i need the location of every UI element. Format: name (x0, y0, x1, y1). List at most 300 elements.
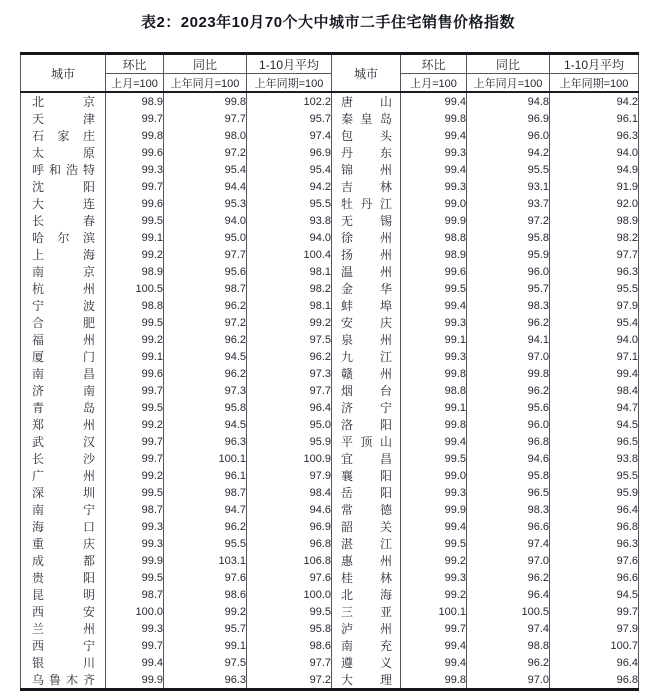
table-row (21, 144, 639, 161)
table-row (21, 501, 639, 518)
city-name: 安庆 (341, 316, 392, 330)
value-cell: 99.9 (401, 212, 467, 229)
value-cell: 97.0 (467, 348, 550, 365)
table-row (21, 92, 639, 110)
value-cell: 94.0 (247, 229, 332, 246)
city-name: 昆明 (32, 588, 95, 602)
value-cell: 100.1 (401, 603, 467, 620)
table-row (21, 280, 639, 297)
table-row (21, 229, 639, 246)
value-cell: 94.0 (164, 212, 247, 229)
city-cell (21, 263, 106, 280)
table-row (21, 365, 639, 382)
value-cell: 96.3 (550, 535, 639, 552)
city-cell (21, 416, 106, 433)
value-cell: 95.8 (467, 229, 550, 246)
city-cell (332, 92, 401, 110)
city-cell (332, 212, 401, 229)
value-cell: 94.0 (550, 331, 639, 348)
table-row (21, 127, 639, 144)
value-cell: 100.7 (550, 637, 639, 654)
value-cell: 98.7 (106, 586, 164, 603)
value-cell: 99.5 (106, 399, 164, 416)
value-cell: 96.3 (550, 127, 639, 144)
value-cell: 96.4 (550, 654, 639, 671)
value-cell: 95.7 (467, 280, 550, 297)
value-cell: 99.4 (106, 654, 164, 671)
value-cell: 98.4 (550, 382, 639, 399)
value-cell: 99.2 (106, 246, 164, 263)
value-cell: 98.2 (247, 280, 332, 297)
city-name: 合肥 (32, 316, 95, 330)
value-cell: 98.8 (401, 229, 467, 246)
value-cell: 99.8 (467, 365, 550, 382)
city-cell (332, 654, 401, 671)
city-cell (332, 484, 401, 501)
value-cell: 95.9 (247, 433, 332, 450)
table-row (21, 450, 639, 467)
value-cell: 99.7 (550, 603, 639, 620)
value-cell: 99.6 (106, 195, 164, 212)
value-cell: 97.0 (467, 552, 550, 569)
table-row (21, 110, 639, 127)
value-cell: 99.6 (401, 263, 467, 280)
city-name: 深圳 (32, 486, 95, 500)
city-cell (21, 450, 106, 467)
city-name: 丹东 (341, 146, 392, 160)
value-cell: 99.5 (401, 450, 467, 467)
table-row (21, 161, 639, 178)
city-name: 沈阳 (32, 180, 95, 194)
value-cell: 96.4 (467, 586, 550, 603)
city-name: 常德 (341, 503, 392, 517)
city-cell (21, 92, 106, 110)
city-name: 温州 (341, 265, 392, 279)
value-cell: 100.1 (164, 450, 247, 467)
value-cell: 96.5 (550, 433, 639, 450)
city-name: 上海 (32, 248, 95, 262)
value-cell: 97.7 (164, 110, 247, 127)
city-name: 遵义 (341, 656, 392, 670)
value-cell: 99.4 (401, 92, 467, 110)
value-cell: 99.4 (401, 637, 467, 654)
value-cell: 99.0 (401, 195, 467, 212)
header-yoy-right: 同比 (467, 54, 550, 74)
value-cell: 97.2 (164, 314, 247, 331)
city-cell (21, 348, 106, 365)
value-cell: 98.3 (467, 501, 550, 518)
value-cell: 95.8 (247, 620, 332, 637)
value-cell: 92.0 (550, 195, 639, 212)
header-yoy-left: 同比 (164, 54, 247, 74)
city-cell (332, 246, 401, 263)
city-name: 南昌 (32, 367, 95, 381)
city-name: 宜昌 (341, 452, 392, 466)
city-cell (21, 620, 106, 637)
city-cell (332, 433, 401, 450)
value-cell: 95.0 (164, 229, 247, 246)
city-name: 泸州 (341, 622, 392, 636)
table-row (21, 467, 639, 484)
value-cell: 98.7 (164, 280, 247, 297)
value-cell: 98.1 (247, 263, 332, 280)
value-cell: 102.2 (247, 92, 332, 110)
city-name: 南宁 (32, 503, 95, 517)
value-cell: 95.5 (247, 195, 332, 212)
value-cell: 96.2 (467, 314, 550, 331)
value-cell: 99.7 (106, 637, 164, 654)
header-row-top (21, 54, 639, 74)
city-name: 长沙 (32, 452, 95, 466)
city-name: 徐州 (341, 231, 392, 245)
value-cell: 99.2 (401, 586, 467, 603)
value-cell: 96.0 (467, 416, 550, 433)
city-name: 成都 (32, 554, 95, 568)
value-cell: 96.2 (247, 348, 332, 365)
value-cell: 97.1 (550, 348, 639, 365)
value-cell: 99.4 (550, 365, 639, 382)
value-cell: 94.2 (550, 92, 639, 110)
value-cell: 95.8 (164, 399, 247, 416)
value-cell: 95.8 (467, 467, 550, 484)
city-name: 锦州 (341, 163, 392, 177)
value-cell: 96.4 (247, 399, 332, 416)
value-cell: 95.6 (467, 399, 550, 416)
value-cell: 99.5 (106, 314, 164, 331)
header-row-sub (21, 74, 639, 93)
value-cell: 99.8 (106, 127, 164, 144)
value-cell: 99.7 (106, 433, 164, 450)
table-row (21, 603, 639, 620)
value-cell: 98.3 (467, 297, 550, 314)
value-cell: 99.1 (401, 331, 467, 348)
city-name: 襄阳 (341, 469, 392, 483)
value-cell: 97.5 (247, 331, 332, 348)
city-cell (21, 365, 106, 382)
city-cell (21, 535, 106, 552)
header-yoy-base-left: 上年同月=100 (164, 74, 247, 93)
value-cell: 97.3 (247, 365, 332, 382)
value-cell: 98.9 (401, 246, 467, 263)
value-cell: 98.1 (247, 297, 332, 314)
table-header (21, 54, 639, 93)
city-cell (332, 365, 401, 382)
value-cell: 96.3 (164, 671, 247, 690)
city-name: 重庆 (32, 537, 95, 551)
value-cell: 97.6 (164, 569, 247, 586)
value-cell: 96.8 (467, 433, 550, 450)
city-cell (332, 552, 401, 569)
value-cell: 99.8 (401, 416, 467, 433)
value-cell: 99.3 (401, 569, 467, 586)
city-name: 石家庄 (32, 129, 95, 143)
table-row (21, 246, 639, 263)
value-cell: 99.9 (106, 552, 164, 569)
value-cell: 97.5 (164, 654, 247, 671)
value-cell: 96.5 (467, 484, 550, 501)
table-row (21, 178, 639, 195)
value-cell: 97.3 (164, 382, 247, 399)
value-cell: 98.8 (401, 382, 467, 399)
value-cell: 100.5 (467, 603, 550, 620)
city-cell (21, 314, 106, 331)
table-row (21, 552, 639, 569)
city-cell (21, 433, 106, 450)
city-name: 福州 (32, 333, 95, 347)
value-cell: 99.9 (401, 501, 467, 518)
value-cell: 99.1 (401, 399, 467, 416)
city-name: 银川 (32, 656, 95, 670)
value-cell: 95.5 (550, 467, 639, 484)
city-cell (21, 518, 106, 535)
value-cell: 94.0 (550, 144, 639, 161)
value-cell: 96.1 (164, 467, 247, 484)
city-cell (21, 671, 106, 690)
value-cell: 97.7 (247, 382, 332, 399)
value-cell: 96.3 (550, 263, 639, 280)
value-cell: 99.1 (106, 348, 164, 365)
header-city-right: 城市 (332, 54, 401, 93)
city-cell (332, 331, 401, 348)
city-name: 武汉 (32, 435, 95, 449)
city-name: 吉林 (341, 180, 392, 194)
city-cell (332, 195, 401, 212)
city-cell (332, 450, 401, 467)
city-cell (332, 314, 401, 331)
city-cell (332, 178, 401, 195)
value-cell: 96.2 (467, 569, 550, 586)
value-cell: 98.8 (467, 637, 550, 654)
city-name: 杭州 (32, 282, 95, 296)
value-cell: 96.2 (467, 382, 550, 399)
value-cell: 96.8 (550, 671, 639, 690)
value-cell: 99.5 (106, 212, 164, 229)
value-cell: 97.2 (467, 212, 550, 229)
table-body (21, 92, 639, 690)
value-cell: 95.5 (164, 535, 247, 552)
header-avg-right: 1-10月平均 (550, 54, 639, 74)
table-row (21, 535, 639, 552)
city-name: 无锡 (341, 214, 392, 228)
value-cell: 99.7 (106, 110, 164, 127)
value-cell: 97.4 (467, 535, 550, 552)
city-name: 秦皇岛 (341, 112, 392, 126)
city-name: 北京 (32, 95, 95, 109)
city-name: 郑州 (32, 418, 95, 432)
value-cell: 93.1 (467, 178, 550, 195)
city-name: 惠州 (341, 554, 392, 568)
value-cell: 99.5 (401, 280, 467, 297)
city-cell (332, 382, 401, 399)
value-cell: 94.5 (550, 586, 639, 603)
city-name: 兰州 (32, 622, 95, 636)
city-cell (332, 280, 401, 297)
city-name: 广州 (32, 469, 95, 483)
city-cell (332, 671, 401, 690)
value-cell: 96.0 (467, 127, 550, 144)
value-cell: 95.9 (550, 484, 639, 501)
city-name: 大连 (32, 197, 95, 211)
value-cell: 94.9 (550, 161, 639, 178)
value-cell: 98.9 (106, 92, 164, 110)
value-cell: 94.5 (164, 416, 247, 433)
value-cell: 99.3 (106, 518, 164, 535)
header-avg-base-right: 上年同期=100 (550, 74, 639, 93)
city-cell (332, 110, 401, 127)
city-name: 三亚 (341, 605, 392, 619)
value-cell: 99.3 (106, 535, 164, 552)
city-cell (332, 144, 401, 161)
value-cell: 94.5 (164, 348, 247, 365)
value-cell: 99.4 (401, 127, 467, 144)
value-cell: 106.8 (247, 552, 332, 569)
city-cell (332, 518, 401, 535)
value-cell: 98.9 (550, 212, 639, 229)
city-name: 厦门 (32, 350, 95, 364)
city-cell (21, 229, 106, 246)
value-cell: 99.5 (106, 484, 164, 501)
value-cell: 99.1 (106, 229, 164, 246)
page-title: 表2：2023年10月70个大中城市二手住宅销售价格指数 (140, 14, 516, 31)
city-name: 湛江 (341, 537, 392, 551)
value-cell: 97.6 (550, 552, 639, 569)
table-row (21, 212, 639, 229)
price-index-table (20, 52, 639, 691)
value-cell: 99.7 (106, 450, 164, 467)
city-cell (332, 620, 401, 637)
value-cell: 94.8 (467, 92, 550, 110)
value-cell: 98.6 (164, 586, 247, 603)
city-name: 宁波 (32, 299, 95, 313)
table-row (21, 518, 639, 535)
value-cell: 95.7 (247, 110, 332, 127)
value-cell: 96.1 (550, 110, 639, 127)
value-cell: 96.2 (164, 518, 247, 535)
table-row (21, 331, 639, 348)
table-row (21, 416, 639, 433)
value-cell: 94.4 (164, 178, 247, 195)
value-cell: 99.4 (401, 161, 467, 178)
city-cell (332, 501, 401, 518)
value-cell: 96.3 (164, 433, 247, 450)
value-cell: 99.0 (401, 467, 467, 484)
value-cell: 96.6 (550, 569, 639, 586)
table-row (21, 314, 639, 331)
value-cell: 97.9 (550, 297, 639, 314)
city-cell (21, 212, 106, 229)
city-name: 乌鲁木齐 (32, 673, 95, 687)
city-cell (332, 416, 401, 433)
header-yoy-base-right: 上年同月=100 (467, 74, 550, 93)
city-name: 九江 (341, 350, 392, 364)
city-cell (21, 127, 106, 144)
city-name: 南京 (32, 265, 95, 279)
value-cell: 95.4 (550, 314, 639, 331)
value-cell: 99.2 (106, 416, 164, 433)
value-cell: 96.6 (467, 518, 550, 535)
table-row (21, 433, 639, 450)
value-cell: 95.4 (247, 161, 332, 178)
city-cell (21, 331, 106, 348)
value-cell: 99.4 (401, 518, 467, 535)
value-cell: 96.0 (467, 263, 550, 280)
value-cell: 94.6 (467, 450, 550, 467)
value-cell: 98.4 (247, 484, 332, 501)
city-cell (21, 552, 106, 569)
value-cell: 99.4 (401, 654, 467, 671)
city-cell (332, 586, 401, 603)
table-row (21, 654, 639, 671)
value-cell: 100.9 (247, 450, 332, 467)
value-cell: 93.7 (467, 195, 550, 212)
city-cell (21, 246, 106, 263)
city-name: 青岛 (32, 401, 95, 415)
value-cell: 99.8 (164, 92, 247, 110)
city-name: 西宁 (32, 639, 95, 653)
city-name: 桂林 (341, 571, 392, 585)
city-cell (21, 654, 106, 671)
value-cell: 98.0 (164, 127, 247, 144)
city-cell (21, 637, 106, 654)
value-cell: 97.9 (247, 467, 332, 484)
value-cell: 99.5 (247, 603, 332, 620)
city-name: 洛阳 (341, 418, 392, 432)
city-cell (21, 382, 106, 399)
city-name: 南充 (341, 639, 392, 653)
value-cell: 99.6 (106, 365, 164, 382)
city-cell (21, 586, 106, 603)
city-name: 海口 (32, 520, 95, 534)
header-mom-left: 环比 (106, 54, 164, 74)
table-row (21, 484, 639, 501)
city-cell (332, 161, 401, 178)
city-cell (21, 501, 106, 518)
value-cell: 96.2 (164, 297, 247, 314)
city-name: 蚌埠 (341, 299, 392, 313)
value-cell: 94.2 (247, 178, 332, 195)
value-cell: 97.0 (467, 671, 550, 690)
table-row (21, 297, 639, 314)
header-mom-right: 环比 (401, 54, 467, 74)
value-cell: 99.5 (106, 569, 164, 586)
value-cell: 99.2 (247, 314, 332, 331)
value-cell: 99.8 (401, 365, 467, 382)
value-cell: 97.7 (164, 246, 247, 263)
value-cell: 98.9 (106, 263, 164, 280)
value-cell: 95.7 (164, 620, 247, 637)
value-cell: 99.3 (401, 314, 467, 331)
table-row (21, 620, 639, 637)
value-cell: 93.8 (247, 212, 332, 229)
value-cell: 97.2 (164, 144, 247, 161)
value-cell: 95.9 (467, 246, 550, 263)
city-name: 韶关 (341, 520, 392, 534)
header-mom-base-right: 上月=100 (401, 74, 467, 93)
city-cell (332, 229, 401, 246)
city-cell (332, 569, 401, 586)
city-name: 唐山 (341, 95, 392, 109)
value-cell: 94.5 (550, 416, 639, 433)
value-cell: 99.3 (106, 620, 164, 637)
value-cell: 95.4 (164, 161, 247, 178)
city-cell (21, 161, 106, 178)
value-cell: 97.4 (247, 127, 332, 144)
value-cell: 95.3 (164, 195, 247, 212)
city-name: 赣州 (341, 367, 392, 381)
value-cell: 95.5 (467, 161, 550, 178)
city-cell (332, 399, 401, 416)
city-cell (21, 297, 106, 314)
